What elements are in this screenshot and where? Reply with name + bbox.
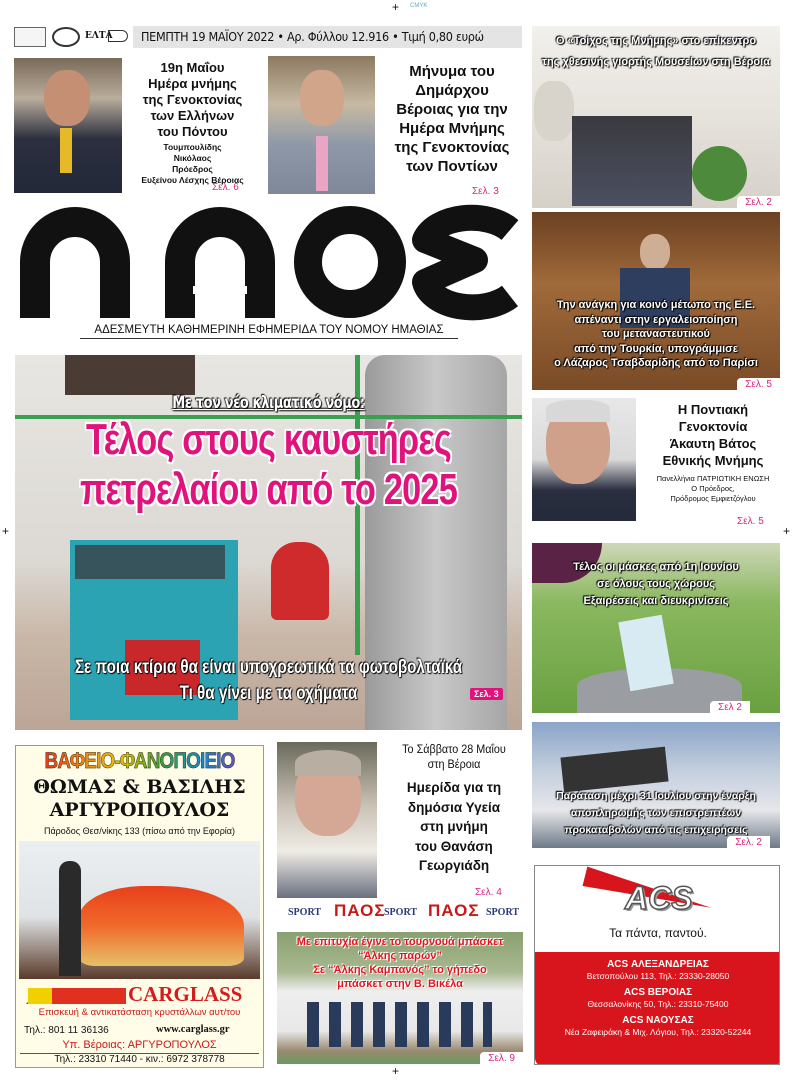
- headline-line: Εθνικής Μνήμης: [662, 453, 764, 468]
- lead-headline-line: Τέλος στους καυστήρες: [86, 415, 451, 464]
- page-ref[interactable]: Σελ. 2: [727, 836, 770, 848]
- bodyshop-phones: Τηλ.: 23310 71440 - κιν.: 6972 378778: [20, 1053, 259, 1065]
- headline-line: μπάσκετ στην Β. Βικέλα: [337, 978, 463, 990]
- headline-line: Σε “Άλκης Καμπανός” το γήπεδο: [313, 964, 487, 976]
- page-ref[interactable]: Σελ. 9: [480, 1052, 523, 1064]
- kicker-line: στη Βέροια: [427, 757, 481, 771]
- headline-line: προκαταβολών από τις επιχειρήσεις: [564, 824, 748, 836]
- byline-line: Ο Πρόεδρος,: [691, 484, 735, 493]
- page-ref[interactable]: Σελ 2: [710, 701, 750, 713]
- headline-line: 19η Μαΐου: [160, 60, 225, 75]
- headline-line: Βέροιας για την: [396, 101, 508, 118]
- carglass-service: Επισκευή & αντικατάσταση κρυστάλλων αυτ/του: [38, 1007, 241, 1018]
- headline-line: Ημερίδα για τη: [406, 780, 502, 795]
- sport-label: SPORT: [486, 907, 519, 918]
- byline-line: Πανελλήνια ΠΑΤΡΙΩΤΙΚΗ ΕΝΩΣΗ: [656, 474, 770, 483]
- story-pontic-genocide[interactable]: [638, 401, 788, 504]
- story-public-health-day[interactable]: [380, 742, 528, 876]
- acs-advertisement[interactable]: [534, 865, 780, 1065]
- masthead-tagline: ΑΔΕΣΜΕΥΤΗ ΚΑΘΗΜΕΡΙΝΗ ΕΦΗΜΕΡΙΔΑ ΤΟΥ ΝΟΜΟΥ ΗΜΑΘΙΑΣ: [80, 324, 458, 339]
- photo-toumpoulidis: [14, 58, 122, 193]
- byline-line: Πρόεδρος: [172, 164, 213, 174]
- page-ref[interactable]: Σελ. 6: [212, 182, 239, 193]
- headline-line: της χθεσινής γιορτής Μουσείων στη Βέροια: [542, 56, 770, 68]
- headline-line: Γεωργιάδη: [418, 858, 490, 873]
- headline-line: των Ελλήνων: [150, 108, 235, 123]
- headline-line: από την Τουρκία, υπογράμμισε: [574, 342, 738, 355]
- page-ref[interactable]: Σελ. 4: [475, 887, 502, 898]
- byline-line: Νικόλαος: [173, 153, 212, 163]
- acs-branch-name: ACS ΒΕΡΟΙΑΣ: [623, 987, 693, 998]
- headline-line: σε όλους τους χώρους: [597, 578, 715, 590]
- crop-mark: +: [2, 524, 10, 538]
- headline-line: Την ανάγκη για κοινό μέτωπο της Ε.Ε.: [556, 299, 756, 311]
- acs-branch-info: Νέα Ζαφειράκη & Μιχ. Λόγιου, Τηλ.: 23320-52244: [564, 1027, 752, 1037]
- page-ref[interactable]: Σελ. 3: [472, 186, 499, 197]
- paint-booth-photo: [19, 841, 260, 979]
- sport-paos-logo: ΠΑΟΣ: [334, 901, 386, 920]
- crop-mark: +: [783, 524, 791, 538]
- headline-line: απέναντι στην εργαλειοποίηση: [574, 313, 738, 326]
- postage-stamp-logo: [14, 27, 46, 47]
- carglass-phone: Τηλ.: 801 11 36136: [24, 1025, 109, 1036]
- crop-mark: +: [392, 1064, 400, 1078]
- headline-line: Ο «Τοίχος της Μνήμης» στο επίκεντρο: [555, 35, 757, 47]
- headline-line: στη μνήμη: [420, 819, 488, 834]
- headline-line: Ημέρα Μνήμης: [399, 120, 505, 137]
- bodyshop-advertisement[interactable]: [15, 745, 264, 1068]
- headline-line: του μεταναστευτικού: [602, 328, 710, 340]
- owner-names: ΘΩΜΑΣ & ΒΑΣΙΛΗΣ: [33, 776, 246, 798]
- lead-headline-line: πετρελαίου από το 2025: [79, 465, 458, 514]
- veria-branch: Υπ. Βέροιας: ΑΡΓΥΡΟΠΟΥΛΟΣ: [62, 1039, 217, 1051]
- headline-line: της Γενοκτονίας: [394, 139, 510, 156]
- elta-logo: ΕΛΤΑ: [85, 31, 113, 41]
- byline-line: Τουμπουλίδης: [163, 142, 222, 152]
- elta-bird-icon: [108, 30, 128, 42]
- acs-branch-info: Βετσοπούλου 113, Τηλ.: 23330-28050: [586, 971, 730, 981]
- headline-line: του Πόντου: [157, 124, 228, 139]
- headline-line: Μήνυμα του: [409, 63, 495, 80]
- lead-subhead: Σε ποια κτίρια θα είναι υποχρεωτικά τα φωτοβολταϊκά: [74, 657, 463, 678]
- byline-line: Πρόδρομος Εμφιετζόγλου: [670, 494, 756, 503]
- acs-slogan: Τα πάντα, παντού.: [609, 926, 707, 940]
- photo-georgiadis: [277, 742, 377, 898]
- acs-logo: ACS: [625, 880, 693, 916]
- story-basketball-tournament[interactable]: [277, 932, 523, 1064]
- crop-mark: +: [392, 0, 400, 14]
- owner-surname: ΑΡΓΥΡΟΠΟΥΛΟΣ: [49, 799, 230, 821]
- story-masks[interactable]: [532, 543, 780, 713]
- bodyshop-title: ΒΑΦΕΙΟ-ΦΑΝΟΠΟΙΕΙΟ: [33, 748, 245, 774]
- headline-line: Άκαυτη Βάτος: [669, 436, 757, 451]
- lead-story[interactable]: [15, 355, 522, 730]
- headline-line: του Θανάση: [415, 838, 493, 854]
- association-seal-logo: [52, 27, 80, 47]
- headline-line: Ημέρα μνήμης: [148, 76, 237, 91]
- story-mayor-message[interactable]: [382, 62, 522, 176]
- lead-kicker: Με τον νέο κλιματικό νόμο:: [172, 393, 365, 413]
- masthead-logo: [15, 200, 520, 322]
- carglass-logo: CARGLASS: [128, 982, 243, 1006]
- headline-line: Η Ποντιακή: [677, 402, 749, 417]
- lead-subhead: Τι θα γίνει με τα οχήματα: [179, 683, 358, 704]
- page-ref[interactable]: Σελ. 5: [737, 516, 764, 527]
- story-tsavdaridis[interactable]: [532, 212, 780, 390]
- headline-line: Δημάρχου: [415, 82, 489, 99]
- sport-label: SPORT: [288, 907, 321, 918]
- headline-line: Με επιτυχία έγινε το τουρνουά μπάσκετ: [296, 936, 504, 948]
- page-ref[interactable]: Σελ. 3: [470, 688, 503, 700]
- story-advance-payments[interactable]: [532, 722, 780, 848]
- headline-line: Παράταση μέχρι 31 Ιουλίου στην έναρξη: [556, 790, 756, 802]
- page-ref[interactable]: Σελ. 5: [737, 378, 780, 390]
- story-museum-wall[interactable]: [532, 26, 780, 208]
- headline-line: ο Λάζαρος Τσαβδαρίδης από το Παρίσι: [554, 357, 758, 369]
- bodyshop-address: Πάροδος Θεσ/νίκης 133 (πίσω από την Εφορία): [43, 826, 236, 836]
- sport-label: SPORT: [384, 907, 417, 918]
- photo-mayor: [268, 56, 375, 194]
- cmyk-mark: CMYK: [410, 3, 428, 9]
- story-pontus-day[interactable]: [125, 60, 260, 186]
- headline-line: “Άλκης παρών”: [358, 950, 442, 962]
- acs-branch-name: ACS ΑΛΕΞΑΝΔΡΕΙΑΣ: [607, 959, 709, 970]
- byline-line: Ευξείνου Λέσχης Βέροιας: [141, 175, 244, 185]
- headline-line: των Ποντίων: [406, 158, 498, 175]
- kicker-line: Το Σάββατο 28 Μαΐου: [402, 742, 506, 756]
- carglass-website[interactable]: www.carglass.gr: [156, 1024, 230, 1035]
- headline-line: Εξαιρέσεις και διευκρινίσεις: [583, 595, 729, 607]
- headline-line: Γενοκτονία: [678, 419, 748, 434]
- headline-line: δημόσια Υγεία: [407, 799, 501, 815]
- acs-branch-name: ACS ΝΑΟΥΣΑΣ: [622, 1015, 694, 1026]
- dateline: ΠΕΜΠΤΗ 19 ΜΑΪΟΥ 2022 • Αρ. Φύλλου 12.916 • Τιμή 0,80 ευρώ: [133, 26, 522, 48]
- sport-paos-logo: ΠΑΟΣ: [428, 901, 480, 920]
- headline-line: Τέλος οι μάσκες από 1η Ιουνίου: [573, 561, 739, 573]
- acs-branch-info: Θεσσαλονίκης 50, Τηλ.: 23310-75400: [587, 999, 729, 1009]
- photo-emfietzoglou: [532, 398, 636, 521]
- headline-line: της Γενοκτονίας: [142, 92, 243, 107]
- page-ref[interactable]: Σελ. 2: [737, 196, 780, 208]
- headline-line: αποπληρωμής των επιστρεπτέων: [570, 807, 742, 819]
